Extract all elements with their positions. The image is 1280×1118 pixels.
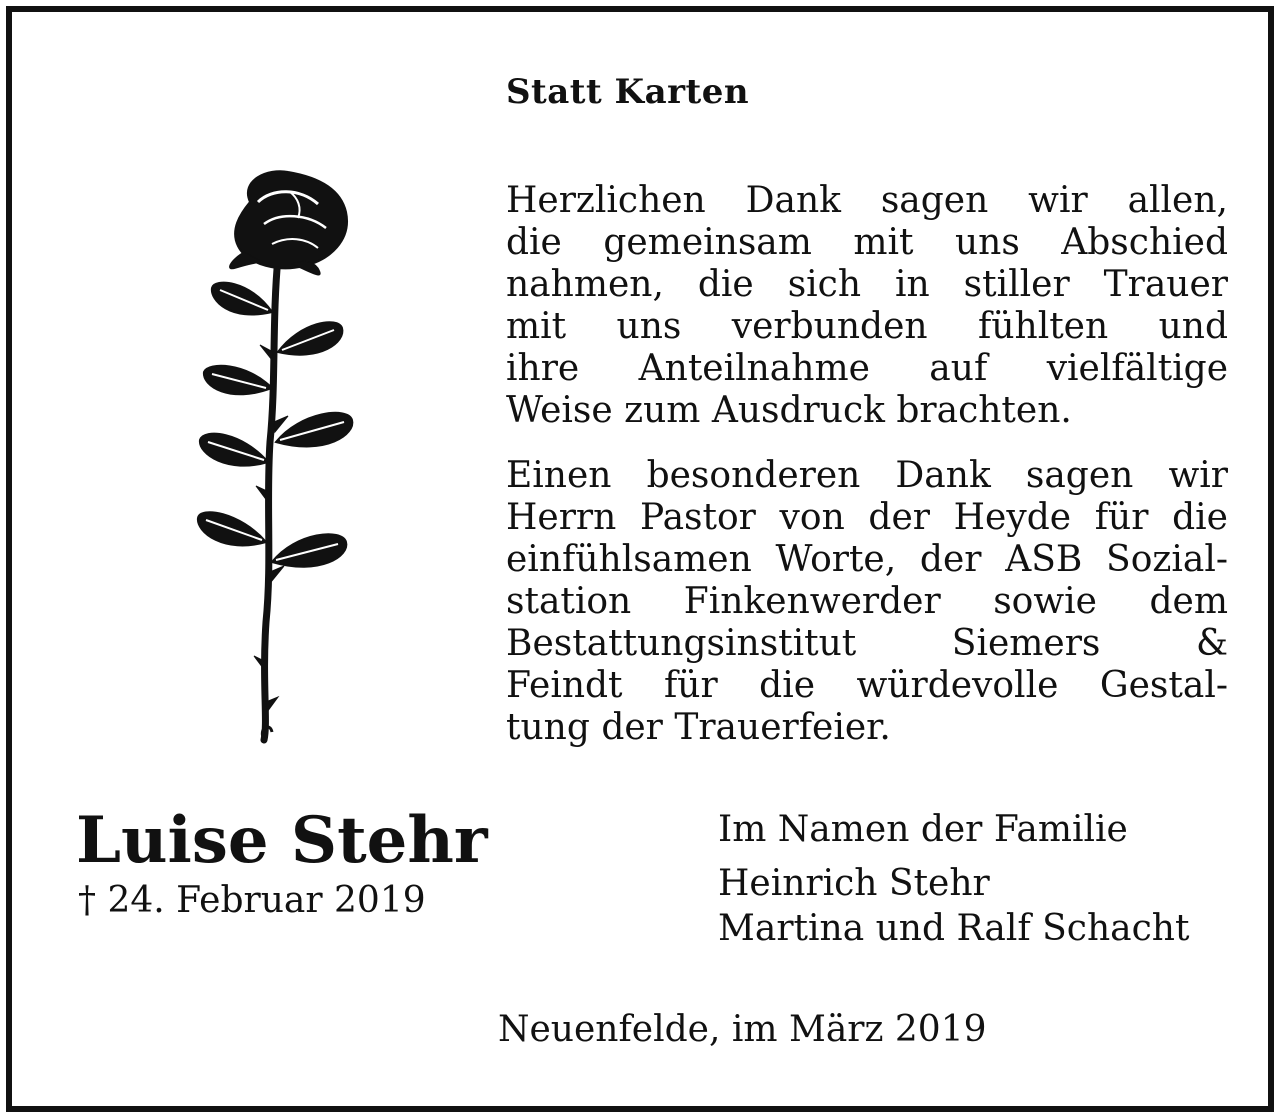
paragraph-line: Herrn Pastor von der Heyde für die xyxy=(506,497,1228,538)
place-date: Neuenfelde, im März 2019 xyxy=(498,1009,987,1050)
paragraph-line: Einen besonderen Dank sagen wir xyxy=(506,455,1228,496)
paragraph-line: Weise zum Ausdruck brachten. xyxy=(506,390,1072,431)
paragraph-line: tung der Trauerfeier. xyxy=(506,707,891,748)
notice-heading: Statt Karten xyxy=(506,72,750,112)
paragraph-line: station Finkenwerder sowie dem xyxy=(506,581,1228,622)
paragraph-line: nahmen, die sich in stiller Trauer xyxy=(506,264,1228,305)
signoff-line: Heinrich Stehr xyxy=(718,863,990,904)
death-date: † 24. Februar 2019 xyxy=(78,880,426,921)
rose-icon xyxy=(180,162,380,752)
notice-frame xyxy=(6,6,1274,1112)
signoff-line: Martina und Ralf Schacht xyxy=(718,908,1190,949)
paragraph-line: Bestattungsinstitut Siemers & xyxy=(506,623,1228,664)
paragraph-line: Herzlichen Dank sagen wir allen, xyxy=(506,180,1228,221)
deceased-name: Luise Stehr xyxy=(76,803,488,878)
paragraph-line: mit uns verbunden fühlten und xyxy=(506,306,1228,347)
signoff-line: Im Namen der Familie xyxy=(718,809,1128,850)
paragraph-line: ihre Anteilnahme auf vielfältige xyxy=(506,348,1228,389)
thanks-paragraph-2 xyxy=(506,455,1228,749)
paragraph-line: einfühlsamen Worte, der ASB Sozial- xyxy=(506,539,1228,580)
paragraph-line: Feindt für die würdevolle Gestal- xyxy=(506,665,1228,706)
paragraph-line: die gemeinsam mit uns Abschied xyxy=(506,222,1228,263)
thanks-paragraph-1 xyxy=(506,180,1228,432)
